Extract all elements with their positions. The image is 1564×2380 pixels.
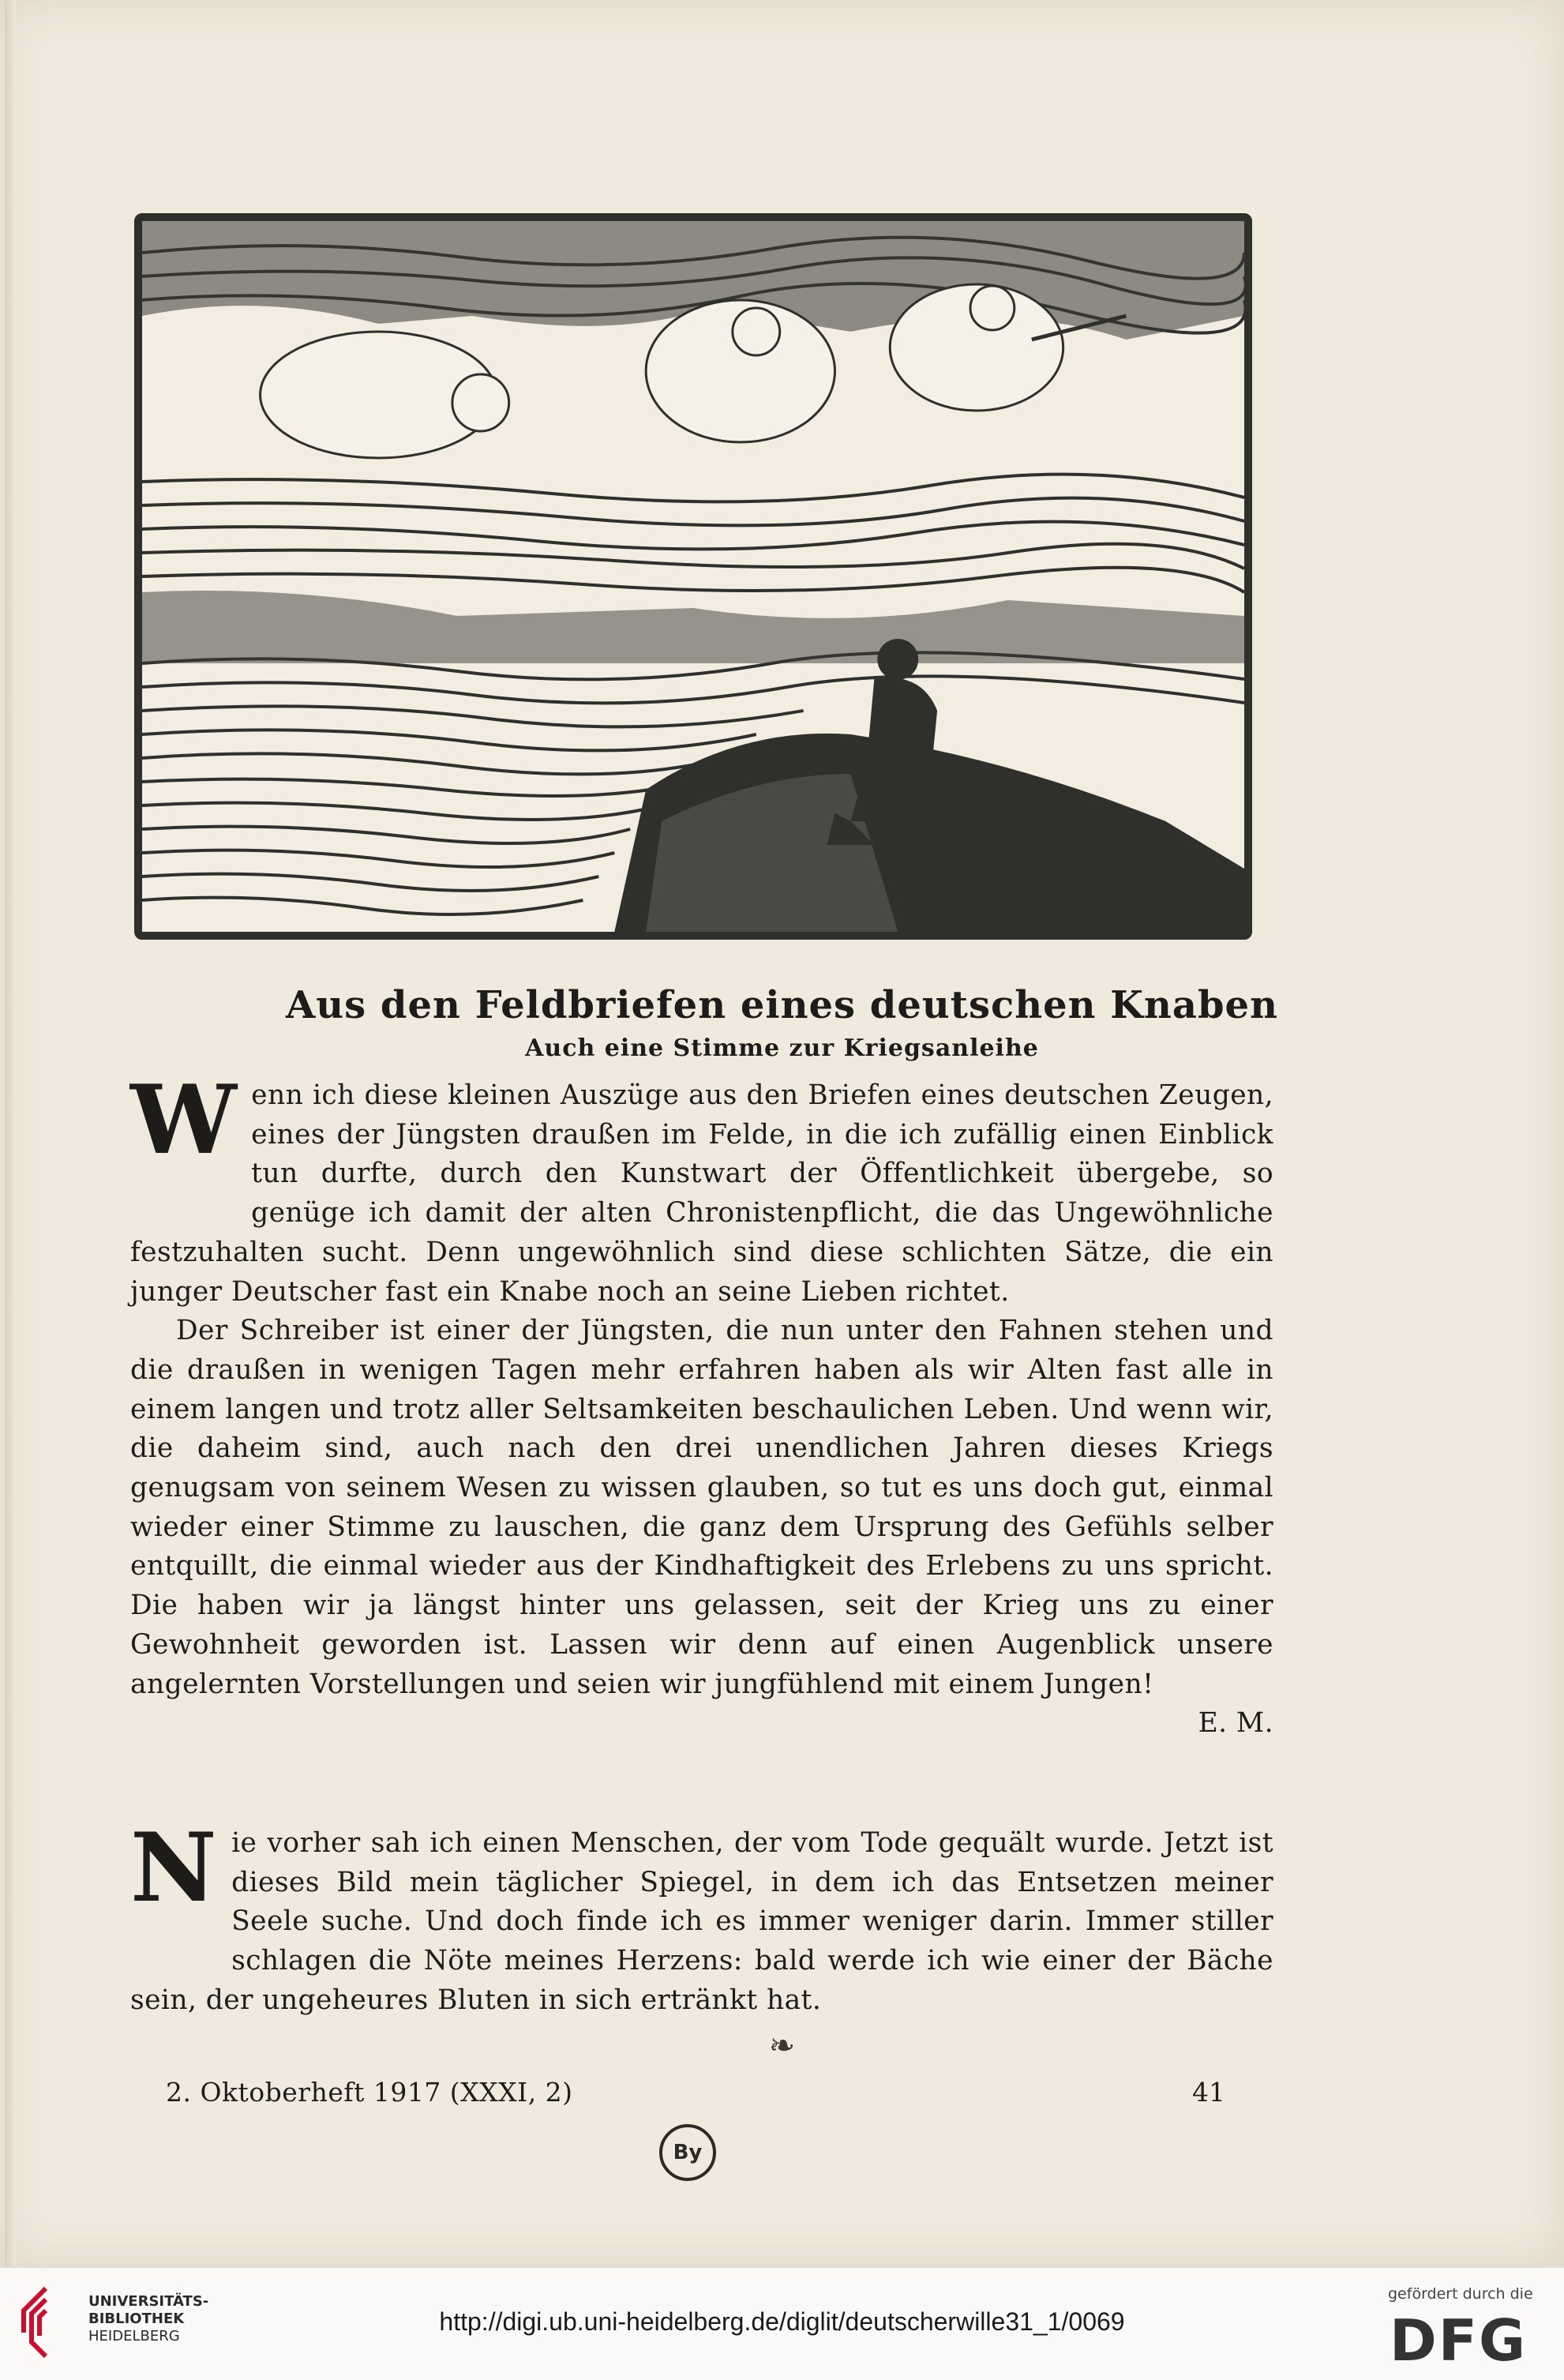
- dfg-logo[interactable]: DFG: [1390, 2307, 1528, 2374]
- letter-paragraph: ie vorher sah ich einen Menschen, der vom Tode gequält wurde. Jetzt ist dieses Bild mein täglicher Spiegel, in dem ich das Entsetzen meiner Seele suche. Und doch finde ich es immer weniger darin. Immer stiller schlagen die Nöte meines Herzens: bald werde ich wie einer der Bäche sein, der ungeheures Bluten in sich ertränkt hat.: [130, 1827, 1273, 2016]
- institution-line-1: UNIVERSITÄTS-: [88, 2293, 209, 2310]
- permalink-url[interactable]: http://digi.ub.uni-heidelberg.de/diglit/deutscherwille31_1/0069: [439, 2307, 1125, 2336]
- intro-paragraph-1: enn ich diese kleinen Auszüge aus den Briefen eines deutschen Zeugen, eines der Jüngsten draußen im Felde, in die ich zufällig einen Einblick tun durfte, durch den Kunstwart der Öffentlichkeit übergebe, so genüge ich damit der alten Chronistenpflicht, die das Ungewöhnliche festzuhalten sucht. Denn ungewöhnlich sind diese schlichten Sätze, die ein junger Deutscher fast ein Knabe noch an seine Lieben richtet.: [130, 1079, 1273, 1308]
- page-edge: [5, 0, 16, 2266]
- woodcut-illustration: [134, 213, 1252, 940]
- drop-cap-initial: W: [130, 1064, 238, 1176]
- drop-cap-initial-2: N: [130, 1812, 218, 1924]
- funding-caption: gefördert durch die: [1388, 2285, 1533, 2303]
- institution-line-3: HEIDELBERG: [88, 2328, 180, 2344]
- library-stamp: By: [659, 2124, 716, 2181]
- woodcut-angels-soldier-image: [142, 221, 1244, 932]
- viewer-footer-bar: [0, 2266, 1564, 2380]
- article-subtitle: Auch eine Stimme zur Kriegsanleihe: [525, 1034, 1039, 1062]
- author-signature: E. M.: [1198, 1707, 1273, 1740]
- letter-text: [130, 1812, 1273, 2021]
- section-ornament-icon: ❧: [768, 2028, 796, 2064]
- article-title: Aus den Feldbriefen eines deutschen Knaben: [286, 983, 1278, 1027]
- intro-text: [130, 1064, 1273, 1744]
- institution-line-2: BIBLIOTHEK: [88, 2311, 185, 2327]
- page-number: 41: [1192, 2077, 1225, 2108]
- intro-paragraph-2: Der Schreiber ist einer der Jüngsten, die nun unter den Fahnen stehen und die draußen in wenigen Tagen mehr erfahren haben als wir Alten fast alle in einem langen und trotz aller Seltsamkeiten beschaulichen Leben. Und wenn wir, die daheim sind, auch nach den drei unendlichen Jahren dieses Kriegs genugsam von seinem Wesen zu wissen glauben, so tut es uns doch gut, einmal wieder einer Stimme zu lauschen, die ganz dem Ursprung des Gefühls selber entquillt, die einmal wieder aus der Kindhaftigkeit des Erlebens zu uns spricht. Die haben wir ja längst hinter uns gelassen, seit der Krieg uns zu einer Gewohnheit geworden ist. Lassen wir denn auf einen Augenblick unsere angelernten Vorstellungen und seien wir jungfühlend mit einem Jungen!: [130, 1315, 1273, 1700]
- issue-label: 2. Oktoberheft 1917 (XXXI, 2): [166, 2077, 573, 2108]
